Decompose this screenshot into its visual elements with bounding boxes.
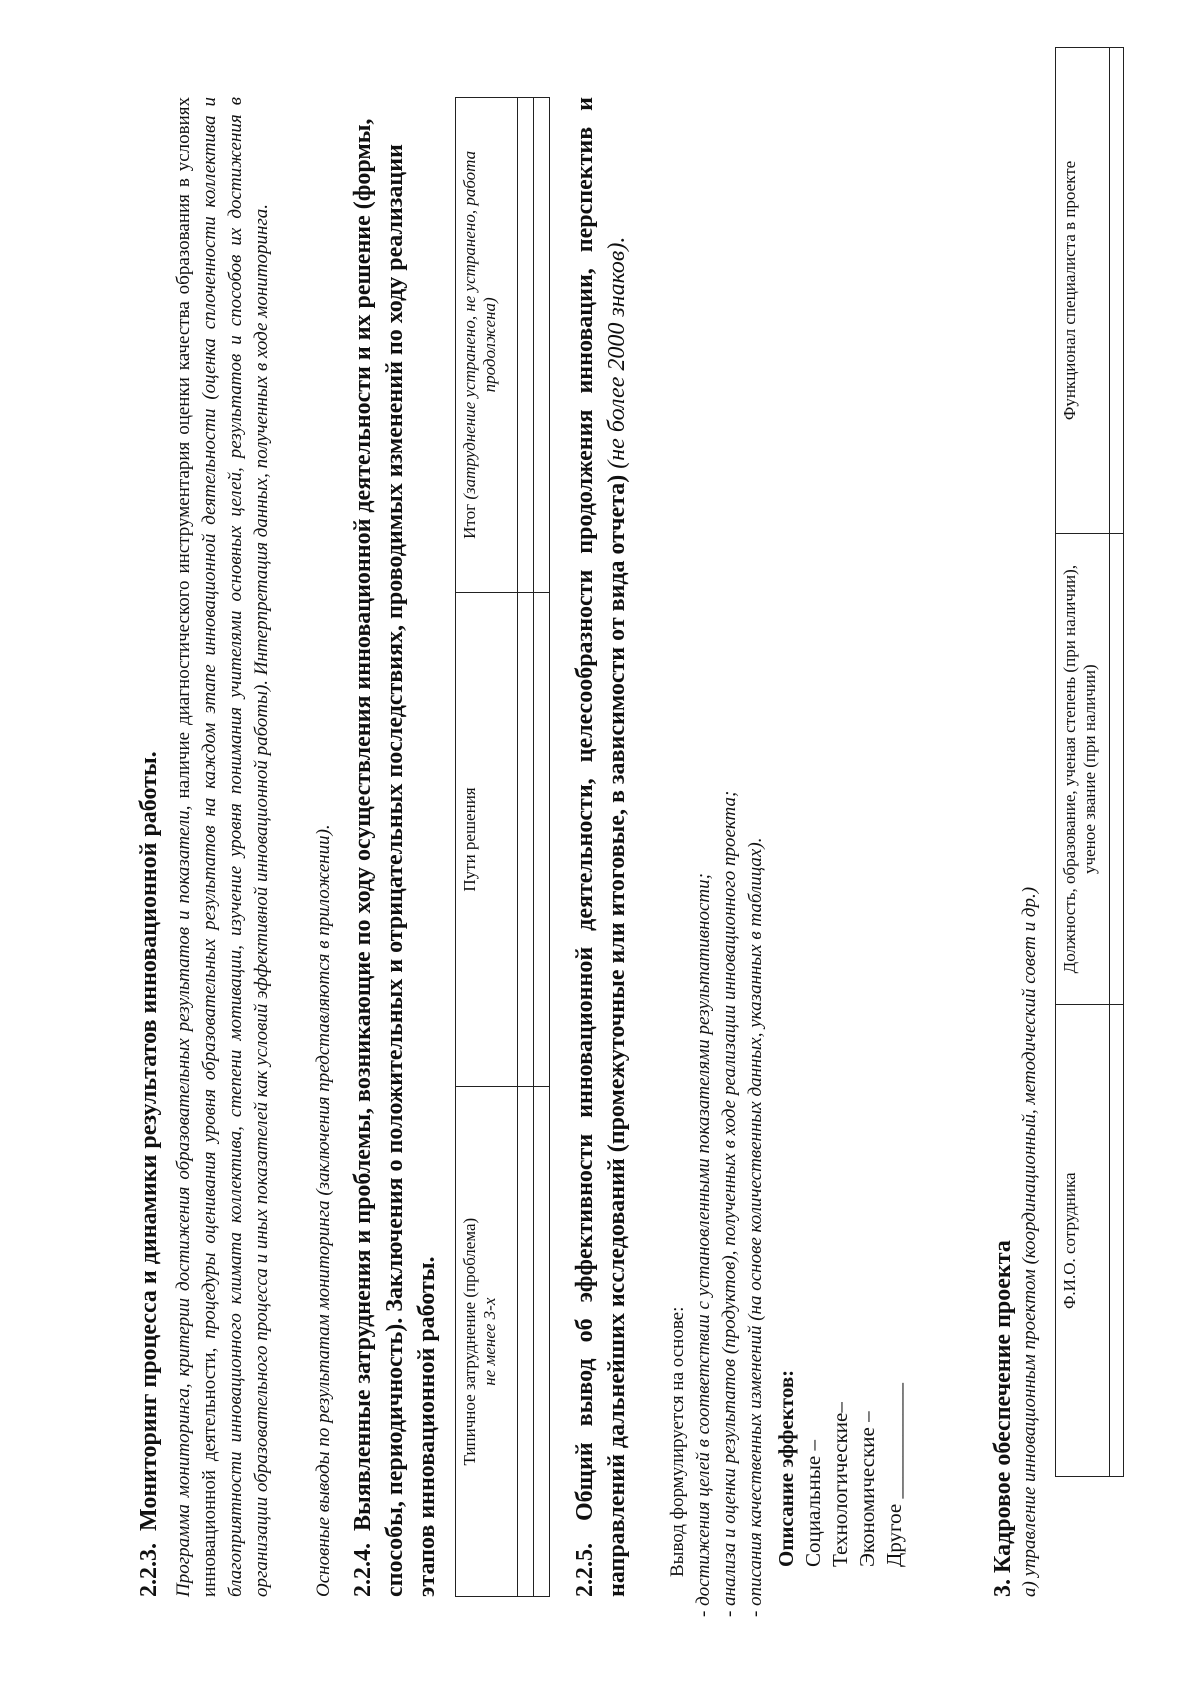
paragraph-italic-part: Программа мониторинга, критерии достижения образовательных результатов и показатели, (173, 805, 194, 1597)
header-name: Ф.И.О. сотрудника (1056, 1005, 1110, 1477)
effect-technological: Технологические– (828, 1402, 852, 1567)
table-header-row (1056, 48, 1110, 1477)
basis-list (691, 117, 769, 1617)
section-2-2-5-heading (569, 97, 633, 1597)
section-number: 3. (990, 1579, 1016, 1597)
header-difficulty: Типичное затруднение (проблема) не менее 3-х (456, 1087, 518, 1597)
section-title: Мониторинг процесса и динамики результатов инновационной работы. (136, 751, 162, 1531)
section-title: Общий вывод об эффективности инновационной деятельности, целесообразности продолжения инновации, перспектив и направлений дальнейших исследований (промежуточные или итоговые, в зависимости от вида отчета) (572, 96, 630, 1597)
section-title: Выявленные затруднения и проблемы, возникающие по ходу осуществления инновационной деятельности и их решение (формы, способы, периодичность). Заключения о положительных и отрицательных последствиях, проводимых изменений по ходу реализации этапов инновационной работы. (350, 118, 440, 1597)
list-item: - достижения целей в соответствии с установленными показателями результативности; (693, 873, 714, 1617)
list-item: - описания качественных изменений (на основе количественных данных, указанных в таблицах). (745, 837, 766, 1617)
section-number: 2.2.5. (572, 1543, 598, 1597)
basis-line: Вывод формулируется на основе: (667, 1306, 688, 1577)
header-function: Функционал специалиста в проекте (1056, 48, 1110, 534)
header-position: Должность, образование, ученая степень (при наличии), ученое звание (при наличии) (1056, 533, 1110, 1005)
effect-social: Социальные – (801, 1440, 825, 1567)
header-solutions: Пути решения (456, 592, 518, 1087)
difficulties-table (455, 97, 550, 1597)
table-header-row (456, 98, 518, 1597)
header-result: Итог (затруднение устранено, не устранено, работа продолжена) (456, 98, 518, 593)
monitoring-paragraph (171, 97, 275, 1597)
table-row (534, 98, 550, 1597)
table-row (518, 98, 534, 1597)
section-title: Кадровое обеспечение проекта (990, 1240, 1016, 1573)
rotated-document-page (125, 37, 1145, 1617)
monitoring-conclusions: Основные выводы по результатам мониторинга (заключения представляются в приложении). (313, 824, 334, 1597)
section-3-heading (987, 97, 1019, 1597)
effects-block (773, 67, 908, 1567)
table-row (1110, 48, 1124, 1477)
title-note: (не более 2000 знаков). (604, 236, 630, 475)
section-2-2-3-heading (133, 97, 165, 1597)
effects-title: Описание эффектов: (774, 1369, 798, 1567)
staff-table (1055, 47, 1124, 1477)
section-3-subtitle: а) управление инновационным проектом (координационный, методический совет и др.) (1019, 886, 1040, 1597)
section-number: 2.2.4. (350, 1543, 376, 1597)
effect-other: Другое ___________ (882, 1383, 906, 1567)
section-2-2-4-heading (347, 97, 443, 1597)
paragraph-italic-part-2: процедуры оценивания уровня образовательных результатов на каждом этапе инновационной деятельности (оценка сплоченности коллектива и благоприятности инновационного климата коллектива, степени мотивации, изучение уровня понимания учителями основных целей, результатов и способов их достижения в организации образовательного процесса и иных показателей как условий эффективной инновационной работы). Интерпретация данных, полученных в ходе мониторинга. (199, 96, 272, 1597)
section-number: 2.2.3. (136, 1543, 162, 1597)
paragraph-normal-part: наличие диагностического инструментария оценки качества образования в условиях инновационной деятельности, (173, 96, 220, 1597)
effect-economic: Экономические – (855, 1411, 879, 1567)
list-item: - анализа и оценки результатов (продуктов), полученных в ходе реализации инновационного проекта; (719, 790, 740, 1617)
